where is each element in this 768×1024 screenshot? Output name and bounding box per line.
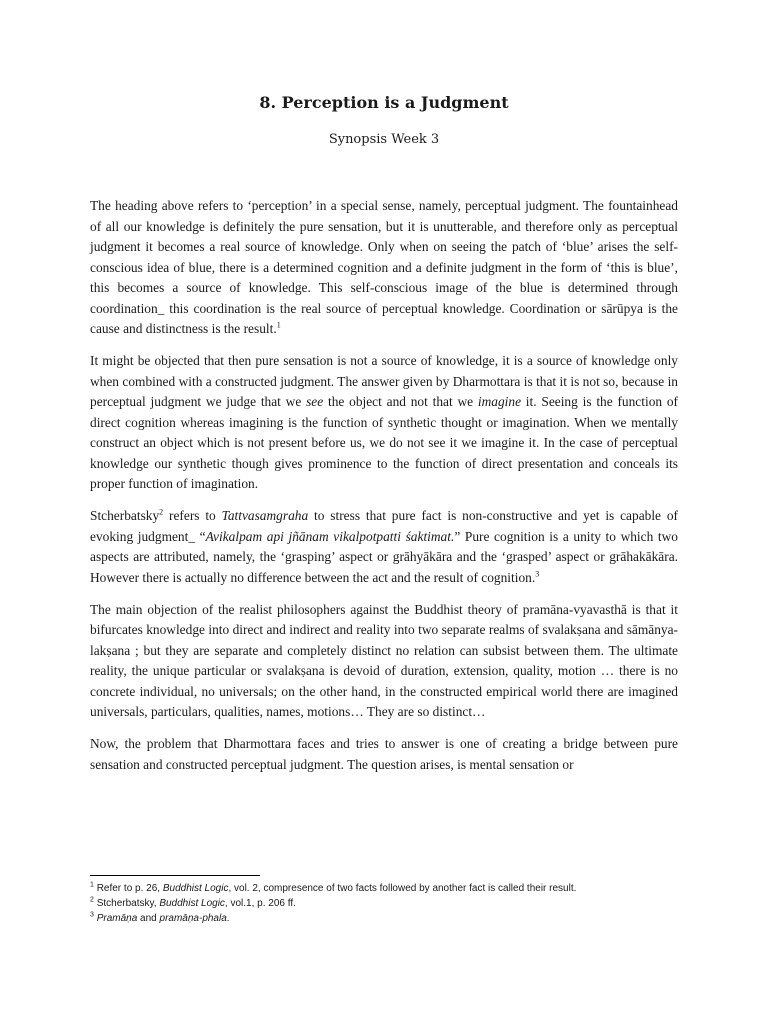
footnote-2-text-b: , vol.1, p. 206 ff. xyxy=(224,898,296,909)
paragraph-4-text: The main objection of the realist philosophers against the Buddhist theory of pramāna-vyavasthā is that it bifurcates knowledge into direct and indirect and reality into two separate realms of svalakṣana and sāmānya-lakṣana ; but they are separate and completely distinct no relation can subsist between them. The ultimate reality, the unique particular or svalakṣana is devoid of duration, extension, quality, motion … there is no concrete individual, no universals; on the other hand, in the constructed empirical world there are imagined universals, particulars, qualities, names, motions… They are so distinct… xyxy=(90,601,678,719)
paragraph-5 xyxy=(90,734,678,775)
footnote-divider xyxy=(90,875,260,876)
footnote-ref-1[interactable]: 1 xyxy=(276,320,281,330)
footnotes xyxy=(90,881,678,926)
footnote-3 xyxy=(90,911,678,926)
footnote-2-text-a: Stcherbatsky, xyxy=(96,898,160,909)
footnote-ref-3[interactable]: 3 xyxy=(535,569,540,579)
work-title-tattvasamgraha: Tattvasamgraha xyxy=(221,508,309,523)
footnote-ref-2[interactable]: 2 xyxy=(159,507,164,517)
page-subtitle: Synopsis Week 3 xyxy=(328,132,440,147)
footnote-1-work: Buddhist Logic xyxy=(162,883,229,894)
footnote-2-work: Buddhist Logic xyxy=(159,898,225,909)
footnote-1-text-b: , vol. 2, compresence of two facts followed by another fact is called their result. xyxy=(228,883,577,894)
paragraph-2-text-b: the object and not that we xyxy=(323,394,478,409)
paragraph-2 xyxy=(90,351,678,495)
paragraph-3-text-a: Stcherbatsky xyxy=(90,508,160,523)
footnote-1-text-a: Refer to p. 26, xyxy=(96,883,163,894)
body-text xyxy=(90,196,678,787)
footnote-3-number: 3 xyxy=(90,911,94,919)
sanskrit-quote: Avikalpam api jñānam vikalpotpatti śaktimat. xyxy=(205,528,455,544)
footnote-3-term-2: pramāṇa-phala xyxy=(159,913,227,924)
paragraph-1 xyxy=(90,196,678,340)
footnote-1 xyxy=(90,881,678,896)
paragraph-5-text: Now, the problem that Dharmottara faces and tries to answer is one of creating a bridge between pure sensation and constructed perceptual judgment. The question arises, is mental sensation or xyxy=(90,736,678,772)
paragraph-2-text-a: It might be objected that then pure sensation is not a source of knowledge, it is a source of knowledge only when combined with a constructed judgment. The answer given by Dharmottara is that it is not so, because in perceptual judgment we judge that we xyxy=(90,353,678,409)
paragraph-1-text: The heading above refers to ‘perception’ in a special sense, namely, perceptual judgment. The fountainhead of all our knowledge is definitely the pure sensation, but it is unutterable, and therefore only as perceptual judgment it becomes a real source of knowledge. Only when on seeing the patch of ‘blue’ arises the self-conscious idea of blue, there is a determined cognition and a definite judgment in the form of ‘this is blue’, this becomes a source of knowledge. This self-conscious image of the blue is determined through coordination_ this coordination is the real source of perceptual knowledge. Coordination or sārūpya is the cause and distinctness is the result. xyxy=(90,198,678,336)
paragraph-4 xyxy=(90,600,678,723)
paragraph-3-text-c: to stress that pure fact is non-constructive and yet is capable of evoking judgment_ “ xyxy=(90,508,679,544)
paragraph-2-text-c: it. Seeing is the function of direct cognition whereas imagining is the function of synthetic thought or imagination. When we mentally construct an object which is not present before us, we do not see it we imagine it. In the case of perceptual knowledge our synthetic though gives prominence to the function of direct presentation and conceals its proper function of imagination. xyxy=(90,394,679,491)
paragraph-3-text-b: refers to xyxy=(163,508,222,523)
footnote-3-text: and xyxy=(137,913,160,924)
page-title: 8. Perception is a Judgment xyxy=(259,93,509,112)
footnote-3-term-1: Pramāṇa xyxy=(96,913,138,924)
footnote-1-number: 1 xyxy=(90,881,94,889)
paragraph-3 xyxy=(90,506,678,588)
footnote-3-end: . xyxy=(226,913,230,924)
footnote-2-number: 2 xyxy=(90,896,94,904)
paragraph-3-text-d: ” Pure cognition is a unity to which two aspects are attributed, namely, the ‘grasping’ aspect or grāhyākāra and the ‘grasped’ aspect or grāhakākāra. However there is actually no difference between the act and the result of cognition. xyxy=(90,528,679,585)
footnote-2 xyxy=(90,896,678,911)
emphasis-imagine: imagine xyxy=(477,394,522,409)
emphasis-see: see xyxy=(306,394,324,409)
